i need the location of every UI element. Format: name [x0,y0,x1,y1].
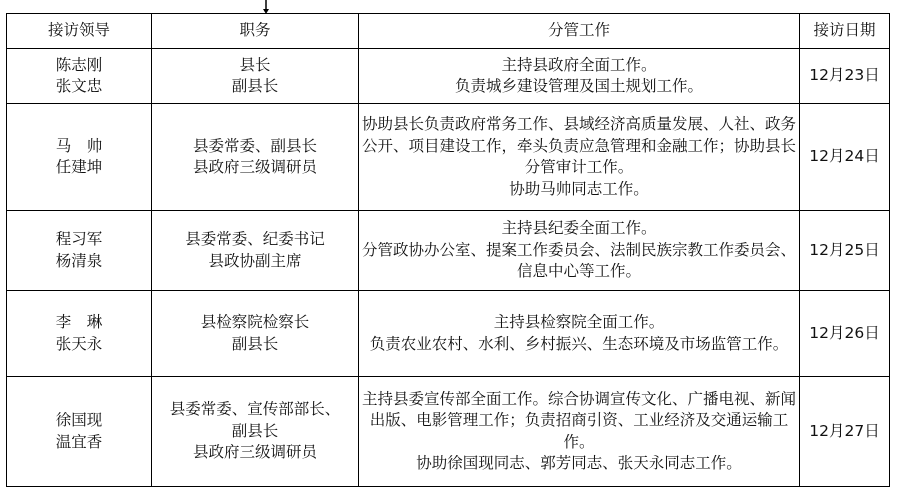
leader-cell [7,291,152,377]
position-title: 县政府三级调研员 [192,158,317,176]
position-title: 县检察院检察长 [200,313,310,331]
position-title: 副县长 [231,421,279,440]
duty-text: 分管政协办公室、提案工作委员会、法制民族宗教工作委员会、信息中心等工作。 [361,240,796,281]
reception-date: 12月23日 [800,49,890,104]
reception-date: 12月27日 [800,377,890,487]
duty-text: 负责城乡建设管理及国土规划工作。 [454,77,703,95]
table-row [7,49,890,104]
position-title: 县政府三级调研员 [192,443,317,462]
position-title: 县委常委、纪委书记 [185,230,325,248]
position-cell [152,104,359,211]
leader-name: 杨清泉 [55,251,103,270]
header-leader: 接访领导 [7,14,152,49]
header-position: 职务 [152,14,359,49]
duty-text: 协助马帅同志工作。 [509,179,649,198]
duties-cell [359,211,800,291]
leader-cell [7,377,152,487]
leader-name: 程习军 [55,230,103,248]
position-cell [152,49,359,104]
leader-name: 温宜香 [55,432,103,451]
duties-cell [359,104,800,211]
leader-name: 张天永 [55,334,103,353]
reception-date: 12月24日 [800,104,890,211]
duty-text: 负责农业农村、水利、乡村振兴、生态环境及市场监管工作。 [369,334,789,353]
leader-name: 张文忠 [55,77,103,95]
duty-text: 主持县委宣传部全面工作。综合协调宣传文化、广播电视、新闻出版、电影管理工作；负责招商引资、工业经济及交通运输工作。 [361,389,796,451]
leader-cell [7,104,152,211]
leader-cell [7,49,152,104]
duty-text: 主持县纪委全面工作。 [501,219,657,238]
duty-text: 协助徐国现同志、郭芳同志、张天永同志工作。 [416,454,742,472]
table-row [7,104,890,211]
table-header-row [7,14,890,49]
reception-date: 12月25日 [800,211,890,291]
leader-name: 任建坤 [55,158,103,176]
position-cell [152,291,359,377]
position-title: 副县长 [231,334,279,353]
leader-cell [7,211,152,291]
reception-schedule-table [6,13,890,487]
duties-cell [359,291,800,377]
duty-text: 主持县政府全面工作。 [501,55,657,74]
position-title: 副县长 [231,77,279,95]
leader-name: 徐国现 [55,411,103,429]
duty-text: 协助县长负责政府常务工作、县域经济高质量发展、人社、政务公开、项目建设工作，牵头负责应急管理和金融工作；协助县长分管审计工作。 [361,115,796,176]
header-duties: 分管工作 [359,14,800,49]
duties-cell [359,49,800,104]
duty-text: 主持县检察院全面工作。 [493,313,665,331]
position-title: 县委常委、副县长 [192,136,317,155]
table-row [7,211,890,291]
position-cell [152,211,359,291]
position-title: 县政协副主席 [208,251,302,270]
reception-date: 12月26日 [800,291,890,377]
duties-cell [359,377,800,487]
leader-name: 陈志刚 [55,55,103,74]
position-title: 县长 [239,55,271,74]
leader-name: 马 帅 [55,136,103,155]
header-date: 接访日期 [800,14,890,49]
position-title: 县委常委、宣传部部长、 [169,400,341,419]
position-cell [152,377,359,487]
table-row [7,291,890,377]
leader-name: 李 琳 [55,313,103,331]
table-row [7,377,890,487]
